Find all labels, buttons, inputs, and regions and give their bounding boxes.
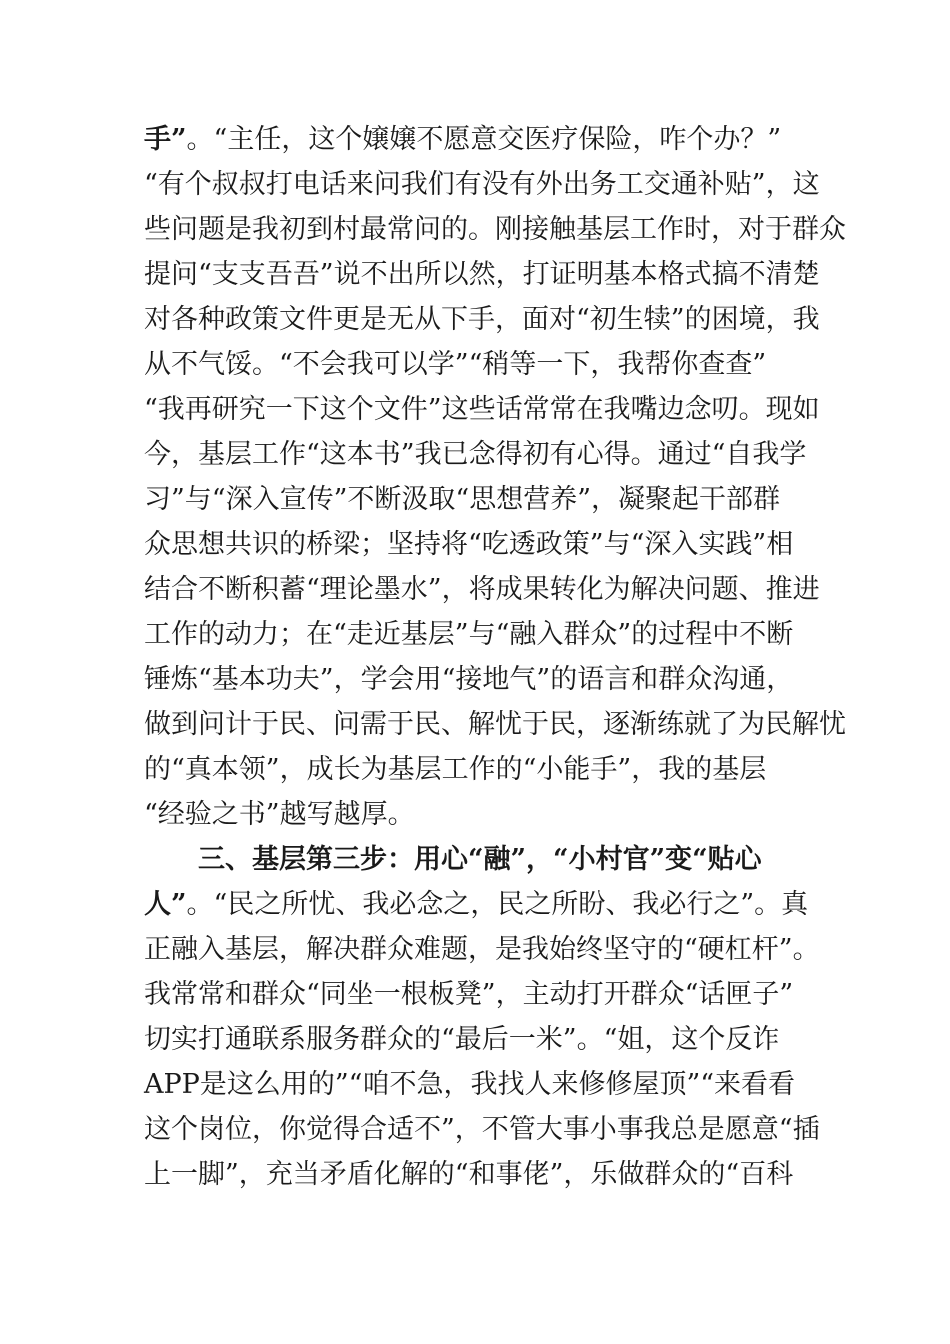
section-heading-line bbox=[144, 838, 808, 882]
text-run: 对各种政策文件更是无从下手，面对“初生犊”的困境，我 bbox=[144, 304, 820, 335]
text-line-22 bbox=[144, 1063, 808, 1107]
text-line-14 bbox=[144, 703, 846, 747]
text-line-4 bbox=[144, 253, 820, 297]
text-run: “经验之书”越写越厚。 bbox=[144, 799, 415, 830]
text-line-15 bbox=[144, 748, 808, 792]
text-line-6 bbox=[144, 343, 808, 387]
text-line-13 bbox=[144, 658, 808, 702]
text-run: 做到问计于民、问需于民、解忧于民，逐渐练就了为民解忧 bbox=[144, 709, 846, 740]
bold-run: 人” bbox=[144, 889, 187, 920]
text-run: 些问题是我初到村最常问的。刚接触基层工作时，对于群众 bbox=[144, 214, 846, 245]
text-line-1 bbox=[144, 118, 808, 162]
text-run: 结合不断积蓄“理论墨水”，将成果转化为解决问题、推进 bbox=[144, 574, 820, 605]
bold-run: 手” bbox=[144, 124, 187, 155]
text-run: “有个叔叔打电话来问我们有没有外出务工交通补贴”，这 bbox=[144, 169, 820, 200]
text-run: 正融入基层，解决群众难题，是我始终坚守的“硬杠杆”。 bbox=[144, 934, 820, 965]
text-run: 。“民之所忧、我必念之，民之所盼、我必行之”。真 bbox=[186, 889, 809, 920]
text-line-12 bbox=[144, 613, 808, 657]
text-run: 今，基层工作“这本书”我已念得初有心得。通过“自我学 bbox=[144, 439, 807, 470]
text-run: 。“主任，这个嬢嬢不愿意交医疗保险，咋个办？” bbox=[186, 124, 782, 155]
text-line-9 bbox=[144, 478, 808, 522]
text-run: 这个岗位，你觉得合适不”，不管大事小事我总是愿意“插 bbox=[144, 1114, 820, 1145]
text-run: 锤炼“基本功夫”，学会用“接地气”的语言和群众沟通， bbox=[144, 664, 794, 695]
text-run: “我再研究一下这个文件”这些话常常在我嘴边念叨。现如 bbox=[144, 394, 820, 425]
text-run: 从不气馁。“不会我可以学”“稍等一下，我帮你查查” bbox=[144, 349, 767, 380]
section-heading: 三、基层第三步：用心“融”，“小村官”变“贴心 bbox=[144, 844, 762, 875]
text-line-19 bbox=[144, 928, 820, 972]
text-line-24 bbox=[144, 1153, 808, 1197]
text-run: 的“真本领”，成长为基层工作的“小能手”，我的基层 bbox=[144, 754, 767, 785]
text-line-8 bbox=[144, 433, 808, 477]
text-line-10 bbox=[144, 523, 808, 567]
text-line-16 bbox=[144, 793, 808, 837]
text-line-11 bbox=[144, 568, 820, 612]
text-run: 上一脚”，充当矛盾化解的“和事佬”，乐做群众的“百科 bbox=[144, 1159, 794, 1190]
text-line-20 bbox=[144, 973, 808, 1017]
text-line-23 bbox=[144, 1108, 820, 1152]
text-line-3 bbox=[144, 208, 846, 252]
text-run: 习”与“深入宣传”不断汲取“思想营养”，凝聚起干部群 bbox=[144, 484, 781, 515]
text-line-18 bbox=[144, 883, 808, 927]
text-run: 众思想共识的桥梁；坚持将“吃透政策”与“深入实践”相 bbox=[144, 529, 794, 560]
text-line-5 bbox=[144, 298, 820, 342]
text-line-21 bbox=[144, 1018, 808, 1062]
text-run: 我常常和群众“同坐一根板凳”，主动打开群众“话匣子” bbox=[144, 979, 794, 1010]
text-run: APP是这么用的”“咱不急，我找人来修修屋顶”“来看看 bbox=[144, 1069, 796, 1100]
text-run: 提问“支支吾吾”说不出所以然，打证明基本格式搞不清楚 bbox=[144, 259, 820, 290]
text-run: 工作的动力；在“走近基层”与“融入群众”的过程中不断 bbox=[144, 619, 794, 650]
text-run: 切实打通联系服务群众的“最后一米”。“姐，这个反诈 bbox=[144, 1024, 780, 1055]
text-line-7 bbox=[144, 388, 820, 432]
text-line-2 bbox=[144, 163, 820, 207]
